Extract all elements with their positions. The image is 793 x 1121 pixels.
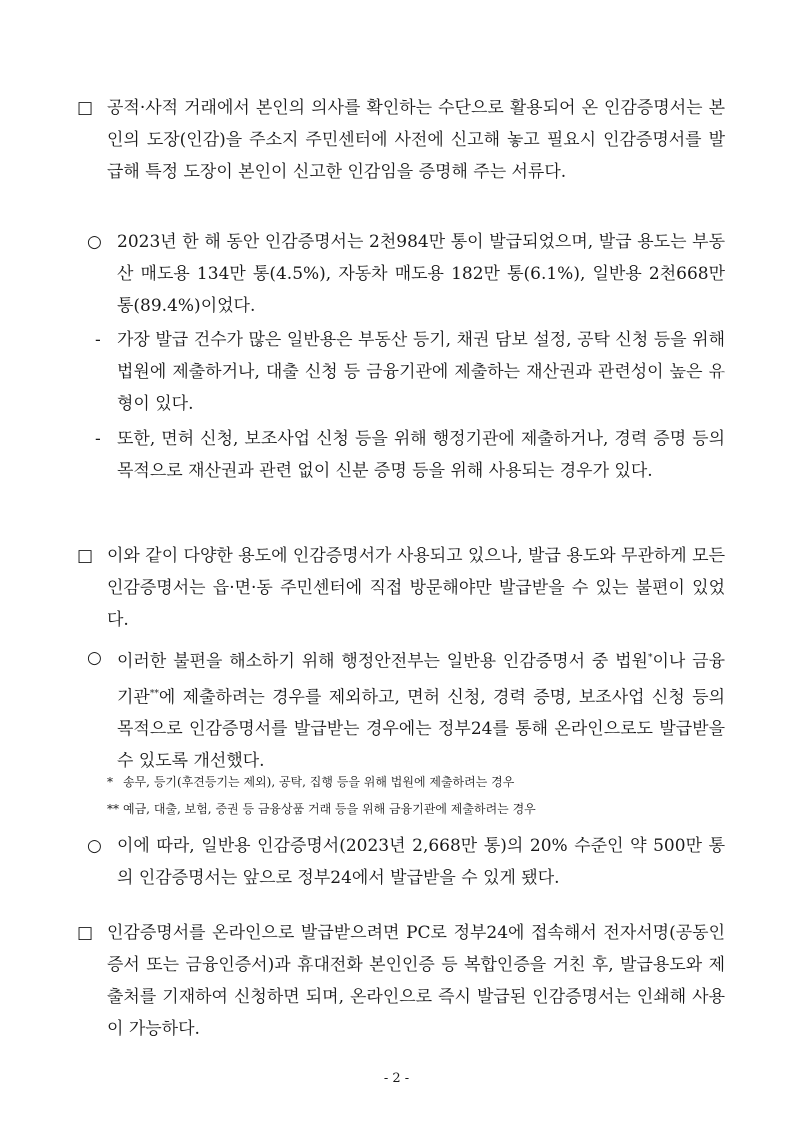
section-3-text: 인감증명서를 온라인으로 발급받으려면 PC로 정부24에 접속해서 전자서명(공동인증서 또는 금융인증서)과 휴대전화 본인인증 등 복합인증을 거친 후, 발급용도와 제출처를 기재하여 신청하면 되며, 온라인으로 즉시 발급된 인감증명서는 인쇄해 사용이 가능하다. [107,923,725,1039]
circle-bullet-icon: ○ [87,232,102,252]
section-3-paragraph [77,917,725,1045]
dash-bullet-icon: - [95,429,101,449]
square-bullet-icon: □ [77,98,94,118]
section-2-item-2 [87,830,725,894]
section-1-subitem-2-text: 또한, 면허 신청, 보조사업 신청 등을 위해 행정기관에 제출하거나, 경력 증명 등의 목적으로 재산권과 관련 없이 신분 증명 등을 위해 사용되는 경우가 있다. [117,429,725,481]
dash-bullet-icon: - [95,330,101,350]
section-1-paragraph [77,92,725,188]
section-1-text: 공적·사적 거래에서 본인의 의사를 확인하는 수단으로 활용되어 온 인감증명서는 본인의 도장(인감)을 주소지 주민센터에 사전에 신고해 놓고 필요시 인감증명서를 발급해 특정 도장이 본인이 신고한 인감임을 증명해 주는 서류다. [107,98,725,182]
section-1-subitem-1-text: 가장 발급 건수가 많은 일반용은 부동산 등기, 채권 담보 설정, 공탁 신청 등을 위해 법원에 제출하거나, 대출 신청 등 금융기관에 제출하는 재산권과 관련성이 높은 유형이 있다. [117,330,725,414]
section-1-item-1-text: 2023년 한 해 동안 인감증명서는 2천984만 통이 발급되었으며, 발급 용도는 부동산 매도용 134만 통(4.5%), 자동차 매도용 182만 통(6.1%), 일반용 2천668만 통(89.4%)이었다. [117,232,725,316]
circle-bullet-icon: ○ [87,648,102,668]
section-1-subitem-2 [95,423,725,487]
footnote-1-text: 송무, 등기(후견등기는 제외), 공탁, 집행 등을 위해 법원에 제출하려는 경우 [123,775,515,789]
footnote-1 [107,774,514,790]
circle-bullet-icon: ○ [87,836,102,856]
section-2-item-1-text-b: 이나 금융기관 [117,651,725,708]
section-1-subitem-1 [95,324,725,420]
section-2-item-2-text: 이에 따라, 일반용 인감증명서(2023년 2,668만 통)의 20% 수준인 약 500만 통의 인감증명서는 앞으로 정부24에서 발급받을 수 있게 됐다. [117,836,725,888]
section-1-item-1 [87,226,725,322]
footnote-2 [107,801,536,817]
footnote-ref-2: ** [149,688,159,699]
page-number: - 2 - [383,1071,410,1086]
footnote-2-text: 예금, 대출, 보험, 증권 등 금융상품 거래 등을 위해 금융기관에 제출하려는 경우 [123,802,536,816]
section-2-item-1 [87,642,725,777]
section-2-item-1-text-a: 이러한 불편을 해소하기 위해 행정안전부는 일반용 인감증명서 중 법원 [117,651,648,672]
section-2-item-1-text-c: 에 제출하려는 경우를 제외하고, 면허 신청, 경력 증명, 보조사업 신청 등의 목적으로 인감증명서를 발급받는 경우에는 정부24를 통해 온라인으로도 발급받을 수 있도록 개선했다. [117,687,725,772]
footnote-1-mark: * [107,775,113,789]
footnote-2-mark: ** [107,802,119,816]
square-bullet-icon: □ [77,546,94,566]
section-2-text: 이와 같이 다양한 용도에 인감증명서가 사용되고 있으나, 발급 용도와 무관하게 모든 인감증명서는 읍·면·동 주민센터에 직접 방문해야만 발급받을 수 있는 불편이 있었다. [107,546,725,630]
square-bullet-icon: □ [77,923,94,943]
section-2-paragraph [77,540,725,636]
footnote-ref-1: * [647,653,653,663]
